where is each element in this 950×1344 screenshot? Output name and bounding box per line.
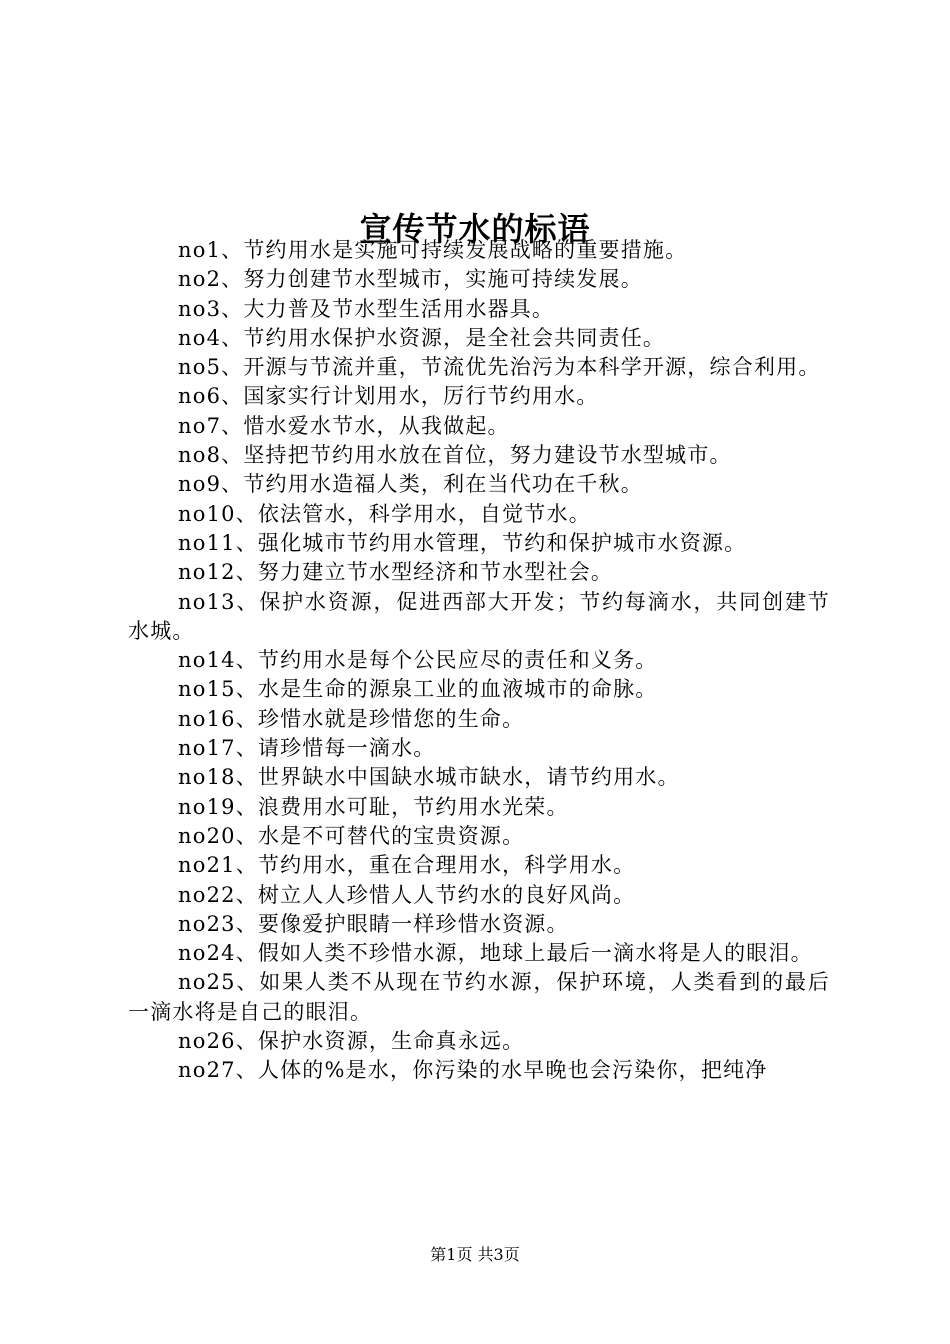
slogan-paragraph: no12、努力建立节水型经济和节水型社会。 xyxy=(178,560,614,585)
slogan-paragraph: no10、依法管水，科学用水，自觉节水。 xyxy=(178,501,591,526)
slogan-paragraph: no19、浪费用水可耻，节约用水光荣。 xyxy=(178,794,569,819)
document-body xyxy=(128,236,830,1086)
slogan-paragraph: no4、节约用水保护水资源，是全社会共同责任。 xyxy=(178,325,666,350)
slogan-paragraph: no5、开源与节流并重，节流优先治污为本科学开源，综合利用。 xyxy=(178,355,821,380)
slogan-paragraph: no11、强化城市节约用水管理，节约和保护城市水资源。 xyxy=(178,530,747,555)
slogan-paragraph: no15、水是生命的源泉工业的血液城市的命脉。 xyxy=(178,677,658,702)
slogan-paragraph: no8、坚持把节约用水放在首位，努力建设节水型城市。 xyxy=(178,443,732,468)
slogan-paragraph: no24、假如人类不珍惜水源，地球上最后一滴水将是人的眼泪。 xyxy=(178,941,813,966)
slogan-paragraph: no25、如果人类不从现在节约水源，保护环境，人类看到的最后一滴水将是自己的眼泪。 xyxy=(128,970,830,1024)
slogan-paragraph: no9、节约用水造福人类，利在当代功在千秋。 xyxy=(178,472,643,497)
slogan-paragraph: no16、珍惜水就是珍惜您的生命。 xyxy=(178,706,525,731)
slogan-paragraph: no21、节约用水，重在合理用水，科学用水。 xyxy=(178,853,636,878)
slogan-paragraph: no6、国家实行计划用水，厉行节约用水。 xyxy=(178,384,599,409)
slogan-paragraph: no14、节约用水是每个公民应尽的责任和义务。 xyxy=(178,648,658,673)
slogan-paragraph: no17、请珍惜每一滴水。 xyxy=(178,736,436,761)
slogan-paragraph: no23、要像爱护眼睛一样珍惜水资源。 xyxy=(178,911,569,936)
slogan-paragraph: no27、人体的%是水，你污染的水早晚也会污染你，把纯净 xyxy=(178,1058,768,1083)
document-title: 宣传节水的标语 xyxy=(359,210,591,249)
slogan-paragraph: no1、节约用水是实施可持续发展战略的重要措施。 xyxy=(178,238,688,262)
slogan-paragraph: no18、世界缺水中国缺水城市缺水，请节约用水。 xyxy=(178,765,680,790)
slogan-paragraph: no22、树立人人珍惜人人节约水的良好风尚。 xyxy=(178,882,636,907)
slogan-paragraph: no13、保护水资源，促进西部大开发；节约每滴水，共同创建节水城。 xyxy=(128,589,830,643)
slogan-paragraph: no7、惜水爱水节水，从我做起。 xyxy=(178,413,510,438)
slogan-paragraph: no26、保护水资源，生命真永远。 xyxy=(178,1029,525,1054)
slogan-paragraph: no3、大力普及节水型生活用水器具。 xyxy=(178,296,555,321)
slogan-paragraph: no2、努力创建节水型城市，实施可持续发展。 xyxy=(178,267,643,292)
page-footer: 第1页 共3页 xyxy=(430,1245,520,1264)
slogan-paragraph: no20、水是不可替代的宝贵资源。 xyxy=(178,823,525,848)
